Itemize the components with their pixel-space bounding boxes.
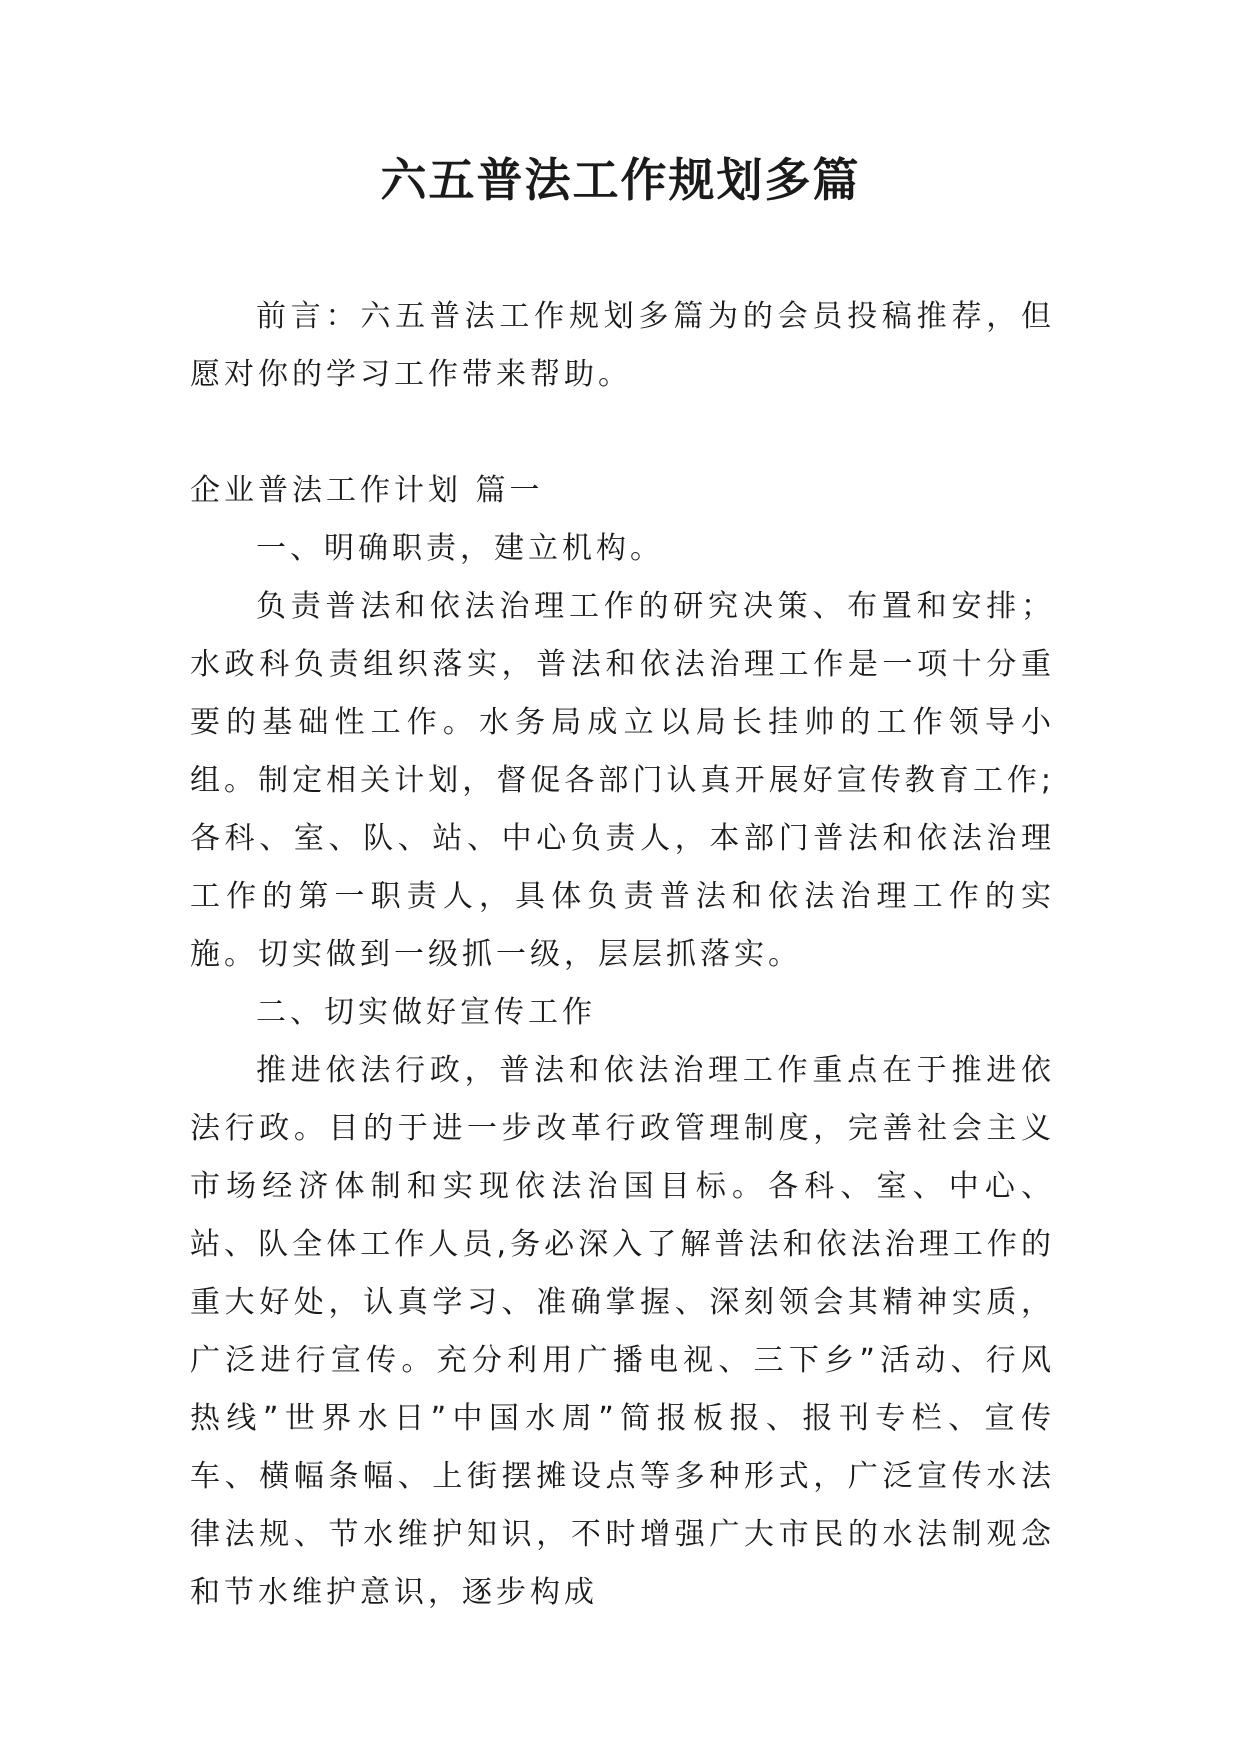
paragraph-2: 推进依法行政，普法和依法治理工作重点在于推进依法行政。目的于进一步改革行政管理制度，完善社会主义市场经济体制和实现依法治国目标。各科、室、中心、站、队全体工作人员,务必深入了解普法和依法治理工作的重大好处，认真学习、准确掌握、深刻领会其精神实质，广泛进行宣传。充分利用广播电视、三下乡”活动、行风热线”世界水日”中国水周”简报板报、报刊专栏、宣传车、横幅条幅、上街摆摊设点等多种形式，广泛宣传水法律法规、节水维护知识，不时增强广大市民的水法制观念和节水维护意识，逐步构成 — [190, 1053, 1055, 1610]
paragraph-1: 负责普法和依法治理工作的研究决策、布置和安排；水政科负责组织落实，普法和依法治理工作是一项十分重要的基础性工作。水务局成立以局长挂帅的工作领导小组。制定相关计划，督促各部门认真开展好宣传教育工作;各科、室、队、站、中心负责人，本部门普法和依法治理工作的第一职责人，具体负责普法和依法治理工作的实施。切实做到一级抓一级，层层抓落实。 — [190, 589, 1055, 972]
preface-block — [190, 288, 1055, 404]
section-heading: 企业普法工作计划 篇一 — [190, 473, 544, 508]
preface-paragraph: 前言：六五普法工作规划多篇为的会员投稿推荐，但愿对你的学习工作带来帮助。 — [190, 299, 1055, 392]
section-body — [190, 462, 1055, 1622]
subheading-1: 一、明确职责，建立机构。 — [256, 531, 664, 566]
document-title: 六五普法工作规划多篇 — [380, 153, 861, 207]
subheading-2: 二、切实做好宣传工作 — [256, 995, 596, 1030]
